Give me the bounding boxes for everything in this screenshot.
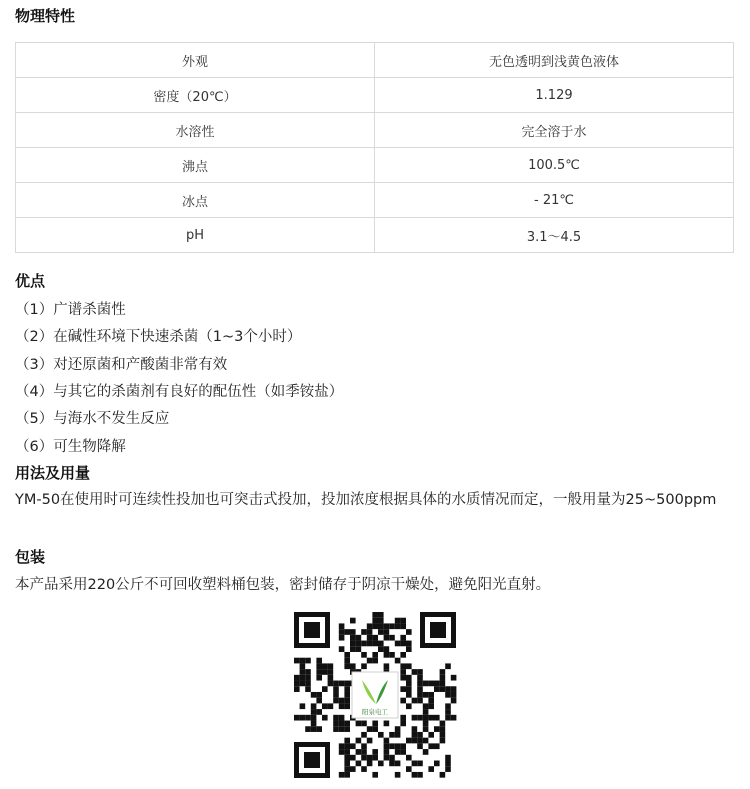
- qr-module: [395, 658, 401, 664]
- packaging-text: 本产品采用220公斤不可回收塑料桶包装，密封储存于阴凉干燥处，避免阳光直射。: [15, 577, 551, 593]
- qr-module: [361, 766, 367, 772]
- qr-module: [333, 721, 339, 727]
- qr-module: [367, 755, 373, 761]
- qr-module: [395, 618, 401, 624]
- qr-module: [417, 732, 423, 738]
- qr-module: [305, 715, 311, 721]
- qr-module: [378, 641, 384, 647]
- qr-module: [300, 703, 306, 709]
- qr-module: [344, 681, 350, 687]
- qr-module: [445, 755, 451, 761]
- qr-module: [417, 715, 423, 721]
- qr-module: [423, 738, 429, 744]
- table-row: [16, 218, 734, 253]
- qr-module: [316, 675, 322, 681]
- qr-module: [423, 692, 429, 698]
- qr-module: [445, 692, 451, 698]
- qr-module: [316, 698, 322, 704]
- qr-module: [384, 652, 390, 658]
- qr-module: [356, 761, 362, 767]
- qr-module: [344, 658, 350, 664]
- qr-module: [300, 675, 306, 681]
- usage-text: YM-50在使用时可连续性投加也可突击式投加，投加浓度根据具体的水质情况而定，一般用量为25~500ppm: [15, 492, 717, 508]
- qr-module: [428, 743, 434, 749]
- qr-module: [395, 732, 401, 738]
- qr-module: [333, 686, 339, 692]
- qr-module: [400, 721, 406, 727]
- qr-module: [445, 761, 451, 767]
- qr-module: [294, 675, 300, 681]
- property-value: 100.5℃: [375, 148, 734, 183]
- qr-module: [440, 686, 446, 692]
- qr-module: [339, 623, 345, 629]
- qr-module: [412, 698, 418, 704]
- qr-module: [434, 726, 440, 732]
- qr-module: [344, 749, 350, 755]
- qr-module: [344, 766, 350, 772]
- qr-module: [350, 635, 356, 641]
- qr-module: [294, 681, 300, 687]
- qr-module: [328, 669, 334, 675]
- qr-module: [423, 703, 429, 709]
- qr-module: [400, 698, 406, 704]
- qr-module: [400, 686, 406, 692]
- property-name: 水溶性: [16, 113, 375, 148]
- qr-module: [372, 612, 378, 618]
- qr-module: [434, 715, 440, 721]
- qr-module: [311, 715, 317, 721]
- qr-module: [423, 749, 429, 755]
- qr-module: [395, 641, 401, 647]
- qr-module: [445, 663, 451, 669]
- qr-module: [406, 646, 412, 652]
- qr-module: [356, 641, 362, 647]
- qr-module: [339, 772, 345, 778]
- qr-module: [372, 623, 378, 629]
- qr-module: [406, 755, 412, 761]
- qr-module: [350, 618, 356, 624]
- property-name: 冰点: [16, 183, 375, 218]
- qr-module: [389, 652, 395, 658]
- qr-module: [417, 681, 423, 687]
- qr-module: [440, 738, 446, 744]
- qr-module: [305, 726, 311, 732]
- qr-module: [428, 715, 434, 721]
- qr-module: [412, 772, 418, 778]
- table-row: [16, 113, 734, 148]
- section-title-usage: 用法及用量: [15, 464, 91, 482]
- qr-module: [400, 749, 406, 755]
- qr-module: [378, 629, 384, 635]
- qr-module: [440, 669, 446, 675]
- qr-module: [440, 681, 446, 687]
- qr-module: [434, 743, 440, 749]
- qr-module: [316, 669, 322, 675]
- qr-module: [384, 623, 390, 629]
- qr-module: [311, 703, 317, 709]
- qr-module: [322, 703, 328, 709]
- qr-module: [412, 732, 418, 738]
- qr-module: [372, 772, 378, 778]
- qr-module: [389, 755, 395, 761]
- qr-module: [423, 709, 429, 715]
- qr-module: [372, 635, 378, 641]
- qr-module: [451, 715, 457, 721]
- qr-module: [333, 715, 339, 721]
- qr-module: [350, 629, 356, 635]
- qr-module: [372, 749, 378, 755]
- qr-module: [361, 652, 367, 658]
- qr-module: [316, 663, 322, 669]
- qr-module: [417, 772, 423, 778]
- qr-module: [311, 721, 317, 727]
- qr-module: [328, 681, 334, 687]
- section-title-physical: 物理特性: [15, 7, 76, 25]
- qr-module: [356, 721, 362, 727]
- qr-module: [378, 623, 384, 629]
- qr-module: [344, 743, 350, 749]
- qr-module: [316, 658, 322, 664]
- qr-module: [339, 635, 345, 641]
- qr-module: [367, 738, 373, 744]
- qr-module: [423, 726, 429, 732]
- qr-module: [400, 743, 406, 749]
- list-item: （6）可生物降解: [15, 439, 126, 455]
- qr-module: [395, 749, 401, 755]
- qr-module: [428, 692, 434, 698]
- qr-module: [434, 761, 440, 767]
- qr-module: [333, 726, 339, 732]
- qr-module: [445, 709, 451, 715]
- qr-module: [445, 766, 451, 772]
- qr-logo: [352, 672, 398, 718]
- qr-module: [300, 715, 306, 721]
- qr-module: [372, 658, 378, 664]
- qr-module: [316, 709, 322, 715]
- qr-module: [400, 641, 406, 647]
- qr-module: [356, 749, 362, 755]
- physical-properties-table: [15, 42, 734, 253]
- qr-module: [417, 692, 423, 698]
- qr-module: [406, 663, 412, 669]
- qr-module: [361, 641, 367, 647]
- qr-module: [372, 721, 378, 727]
- qr-module: [361, 755, 367, 761]
- list-item: （2）在碱性环境下快速杀菌（1~3个小时）: [15, 329, 302, 345]
- qr-module: [417, 675, 423, 681]
- list-item: （4）与其它的杀菌剂有良好的配伍性（如季铵盐）: [15, 384, 344, 400]
- qr-module: [344, 755, 350, 761]
- qr-module: [350, 646, 356, 652]
- qr-module: [417, 698, 423, 704]
- qr-module: [350, 743, 356, 749]
- qr-module: [428, 681, 434, 687]
- section-title-packaging: 包装: [15, 548, 46, 566]
- qr-finder-top-right: [420, 612, 456, 648]
- property-name: 外观: [16, 43, 375, 78]
- qr-module: [322, 715, 328, 721]
- qr-module: [361, 629, 367, 635]
- qr-module: [400, 675, 406, 681]
- qr-module: [311, 692, 317, 698]
- qr-module: [316, 726, 322, 732]
- qr-module: [350, 755, 356, 761]
- property-name: pH: [16, 218, 375, 253]
- list-item: （1）广谱杀菌性: [15, 302, 126, 318]
- qr-module: [372, 755, 378, 761]
- qr-module: [412, 761, 418, 767]
- qr-module: [428, 732, 434, 738]
- qr-module: [350, 663, 356, 669]
- property-value: 完全溶于水: [375, 113, 734, 148]
- qr-module: [400, 618, 406, 624]
- qr-module: [440, 726, 446, 732]
- qr-module: [412, 669, 418, 675]
- qr-module: [344, 652, 350, 658]
- qr-module: [322, 669, 328, 675]
- qr-module: [372, 726, 378, 732]
- qr-module: [395, 743, 401, 749]
- qr-module: [445, 715, 451, 721]
- qr-module: [395, 623, 401, 629]
- property-value: 无色透明到浅黄色液体: [375, 43, 734, 78]
- qr-module: [339, 681, 345, 687]
- qr-module: [344, 726, 350, 732]
- qr-module: [300, 663, 306, 669]
- qr-module: [305, 681, 311, 687]
- qr-module: [406, 692, 412, 698]
- qr-module: [344, 686, 350, 692]
- qr-module: [294, 715, 300, 721]
- qr-module: [378, 732, 384, 738]
- qr-module: [412, 726, 418, 732]
- qr-module: [367, 761, 373, 767]
- qr-module: [445, 686, 451, 692]
- qr-module: [389, 743, 395, 749]
- qr-module: [344, 698, 350, 704]
- qr-module: [440, 732, 446, 738]
- qr-logo-text: 阳泉电工: [362, 708, 388, 716]
- qr-module: [339, 646, 345, 652]
- qr-module: [339, 703, 345, 709]
- qr-module: [406, 675, 412, 681]
- qr-module: [406, 629, 412, 635]
- qr-module: [417, 686, 423, 692]
- list-item: （5）与海水不发生反应: [15, 411, 170, 427]
- qr-module: [344, 772, 350, 778]
- qr-module: [328, 663, 334, 669]
- qr-module: [300, 658, 306, 664]
- qr-module: [384, 629, 390, 635]
- qr-module: [384, 635, 390, 641]
- qr-module: [406, 686, 412, 692]
- property-name: 密度（20℃）: [16, 78, 375, 113]
- qr-module: [417, 743, 423, 749]
- qr-module: [406, 681, 412, 687]
- qr-module: [356, 738, 362, 744]
- qr-module: [367, 641, 373, 647]
- qr-module: [445, 703, 451, 709]
- qr-module: [322, 686, 328, 692]
- property-value: - 21℃: [375, 183, 734, 218]
- qr-code: [292, 610, 458, 780]
- qr-module: [406, 766, 412, 772]
- qr-module: [361, 732, 367, 738]
- qr-module: [395, 761, 401, 767]
- qr-module: [361, 663, 367, 669]
- qr-module: [440, 721, 446, 727]
- list-item: （3）对还原菌和产酸菌非常有效: [15, 357, 228, 373]
- qr-module: [384, 663, 390, 669]
- qr-module: [423, 721, 429, 727]
- qr-module: [372, 618, 378, 624]
- qr-module: [389, 623, 395, 629]
- qr-module: [339, 726, 345, 732]
- qr-module: [344, 721, 350, 727]
- qr-module: [451, 698, 457, 704]
- qr-module: [356, 646, 362, 652]
- qr-module: [372, 652, 378, 658]
- qr-module: [406, 641, 412, 647]
- qr-module: [344, 738, 350, 744]
- qr-module: [344, 629, 350, 635]
- qr-module: [344, 692, 350, 698]
- qr-module: [305, 675, 311, 681]
- table-row: [16, 183, 734, 218]
- qr-module: [294, 658, 300, 664]
- qr-module: [428, 766, 434, 772]
- qr-module: [311, 726, 317, 732]
- qr-module: [361, 743, 367, 749]
- qr-module: [361, 749, 367, 755]
- qr-module: [333, 698, 339, 704]
- qr-module: [400, 663, 406, 669]
- qr-module: [305, 686, 311, 692]
- qr-module: [305, 658, 311, 664]
- qr-module: [367, 629, 373, 635]
- qr-module: [423, 681, 429, 687]
- table-row: [16, 78, 734, 113]
- qr-module: [367, 635, 373, 641]
- qr-module: [339, 749, 345, 755]
- qr-module: [333, 681, 339, 687]
- qr-module: [417, 669, 423, 675]
- qr-module: [305, 669, 311, 675]
- qr-module: [384, 646, 390, 652]
- qr-module: [350, 766, 356, 772]
- qr-module: [367, 726, 373, 732]
- qr-module: [434, 686, 440, 692]
- qr-module: [300, 681, 306, 687]
- qr-module: [406, 703, 412, 709]
- qr-module: [400, 652, 406, 658]
- property-value: 3.1～4.5: [375, 218, 734, 253]
- qr-module: [406, 738, 412, 744]
- qr-module: [400, 715, 406, 721]
- qr-module: [328, 675, 334, 681]
- qr-module: [389, 761, 395, 767]
- qr-module: [367, 658, 373, 664]
- qr-module: [339, 629, 345, 635]
- qr-module: [339, 721, 345, 727]
- qr-module: [389, 732, 395, 738]
- qr-module: [322, 663, 328, 669]
- qr-module: [428, 698, 434, 704]
- qr-module: [316, 692, 322, 698]
- qr-module: [451, 686, 457, 692]
- qr-module: [344, 663, 350, 669]
- qr-module: [378, 761, 384, 767]
- qr-module: [384, 755, 390, 761]
- qr-module: [440, 772, 446, 778]
- qr-module: [412, 738, 418, 744]
- qr-module: [344, 761, 350, 767]
- qr-module: [378, 612, 384, 618]
- qr-module: [333, 692, 339, 698]
- qr-module: [428, 703, 434, 709]
- qr-module: [417, 761, 423, 767]
- qr-module: [395, 726, 401, 732]
- qr-module: [300, 669, 306, 675]
- qr-module: [400, 623, 406, 629]
- qr-module: [372, 641, 378, 647]
- qr-module: [417, 738, 423, 744]
- table-row: [16, 148, 734, 183]
- qr-module: [378, 618, 384, 624]
- qr-finder-bottom-left: [294, 742, 330, 778]
- qr-module: [423, 715, 429, 721]
- qr-module: [384, 743, 390, 749]
- property-value: 1.129: [375, 78, 734, 113]
- qr-module: [434, 681, 440, 687]
- qr-module: [367, 623, 373, 629]
- qr-module: [389, 635, 395, 641]
- qr-module: [356, 635, 362, 641]
- table-row: [16, 43, 734, 78]
- qr-module: [451, 675, 457, 681]
- qr-module: [412, 715, 418, 721]
- qr-module: [361, 721, 367, 727]
- qr-module: [451, 692, 457, 698]
- qr-module: [339, 698, 345, 704]
- qr-module: [328, 703, 334, 709]
- qr-module: [339, 715, 345, 721]
- qr-module: [400, 635, 406, 641]
- qr-module: [294, 686, 300, 692]
- qr-module: [395, 772, 401, 778]
- qr-finder-top-left: [294, 612, 330, 648]
- qr-module: [350, 641, 356, 647]
- qr-module: [339, 743, 345, 749]
- qr-module: [311, 709, 317, 715]
- qr-module: [384, 749, 390, 755]
- qr-module: [378, 646, 384, 652]
- qr-module: [384, 738, 390, 744]
- qr-module: [440, 675, 446, 681]
- qr-module: [384, 721, 390, 727]
- qr-module: [400, 669, 406, 675]
- qr-module: [344, 703, 350, 709]
- property-name: 沸点: [16, 148, 375, 183]
- section-title-advantages: 优点: [15, 272, 46, 290]
